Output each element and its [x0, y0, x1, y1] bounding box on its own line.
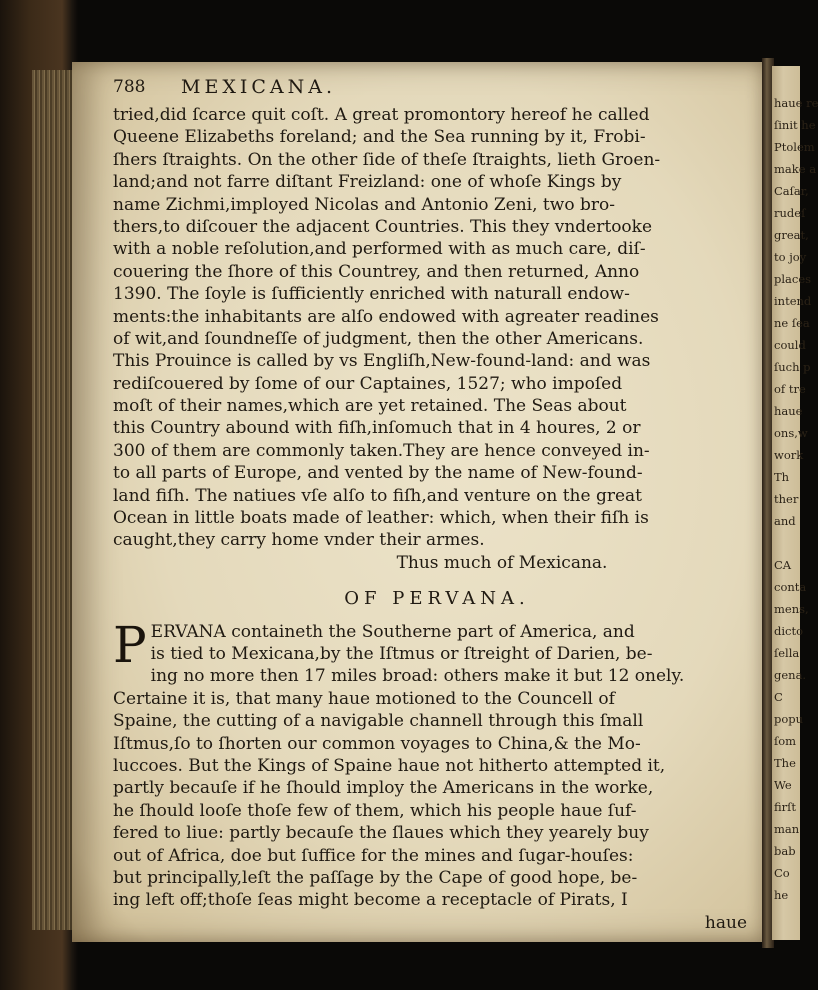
facing-page-fragment: ſom	[774, 734, 797, 748]
facing-page-fragment: C	[774, 690, 783, 704]
text-line: thers,to diſcouer the adjacent Countries. This they vndertooke	[113, 216, 653, 237]
facing-page-strip	[772, 66, 818, 940]
facing-page-fragment: haue re	[774, 96, 818, 110]
text-line: to all parts of Europe, and vented by the name of New-found-	[113, 463, 643, 484]
facing-page-fragment: conta	[774, 580, 807, 594]
page-text	[113, 76, 761, 934]
facing-page-fragment: intend	[774, 294, 812, 308]
page-header	[113, 76, 761, 100]
text-line: Iſtmus,ſo to ſhorten our common voyages to China,& the Mo-	[113, 733, 641, 754]
facing-page-fragment: Ptolem	[774, 140, 815, 154]
facing-page-fragment: ne ſea	[774, 316, 810, 330]
text-line: but principally,leſt the paſſage by the Cape of good hope, be-	[113, 867, 638, 888]
text-line: moſt of their names,which are yet retained. The Seas about	[113, 396, 627, 417]
text-line: 1390. The ſoyle is ſufficiently enriched with naturall endow-	[113, 284, 630, 305]
text-line: Ocean in little boats made of leather: which, when their fiſh is	[113, 508, 649, 529]
facing-page-fragment: firſt	[774, 800, 797, 814]
facing-page-fragment: ſuch p	[774, 360, 811, 374]
text-line: ments:the inhabitants are alſo endowed with agreater readines	[113, 306, 659, 327]
text-line: fered to liue: partly becauſe the ſlaues which they yearely buy	[113, 823, 649, 844]
facing-page-fragment: he	[774, 888, 789, 902]
text-line: This Prouince is called by vs Engliſh,New-found-land: and was	[113, 351, 651, 372]
text-line: 300 of them are commonly taken.They are hence conveyed in-	[113, 440, 650, 461]
section-mexicana-body	[113, 104, 761, 552]
text-line: tried,did ſcarce quit coſt. A great promontory hereof he called	[113, 105, 650, 125]
section-pervana-lines	[113, 643, 761, 912]
text-line: land;and not farre diſtant Freizland: one of whoſe Kings by	[113, 172, 622, 193]
text-line: ſhers ſtraights. On the other ſide of theſe ſtraights, lieth Groen-	[113, 149, 661, 170]
facing-page-fragment: ther	[774, 492, 799, 506]
text-line: with a noble reſolution,and performed with as much care, diſ-	[113, 239, 646, 260]
text-line: land fiſh. The natiues vſe alſo to fiſh,and venture on the great	[113, 485, 642, 506]
text-line: this Country abound with fiſh,inſomuch that in 4 houres, 2 or	[113, 418, 641, 439]
text-line: name Zichmi,imployed Nicolas and Antonio Zeni, two bro-	[113, 194, 615, 215]
closing-line: Thus much of Mexicana.	[396, 552, 608, 573]
facing-page-fragment: could	[774, 338, 806, 352]
text-line: Queene Elizabeths foreland; and the Sea running by it, Frobi-	[113, 127, 646, 148]
text-line: out of Africa, doe but ſuffice for the mines and ſugar-houſes:	[113, 845, 634, 866]
section-pervana-body	[113, 615, 761, 912]
text-line: of wit,and ſoundneſſe of judgment, then the other Americans.	[113, 328, 644, 349]
facing-page-fragment: make a	[774, 162, 817, 176]
facing-page-fragment: Caſar,	[774, 184, 809, 198]
text-line: caught,they carry home vnder their armes.	[113, 530, 485, 551]
text-line: he ſhould looſe thoſe few of them, which his people haue ſuf-	[113, 800, 637, 821]
facing-page-fragment: Co	[774, 866, 790, 880]
page-number: 788	[113, 77, 146, 97]
text-line: partly becauſe if he ſhould imploy the Americans in the worke,	[113, 778, 654, 799]
text-line: is tied to Mexicana,by the Iſtmus or ſtreight of Darien, be-	[150, 644, 653, 664]
facing-page-fragment: Th	[774, 470, 790, 484]
text-line: couering the ſhore of this Countrey, and then returned, Anno	[113, 261, 640, 282]
facing-page-fragment: dicto	[774, 624, 804, 638]
text-line: ing no more then 17 miles broad: others make it but 12 onely.	[150, 666, 685, 687]
catchword: haue	[704, 912, 747, 933]
facing-page-fragment: gena.	[774, 668, 807, 682]
text-line: Spaine, the cutting of a navigable channell through this ſmall	[113, 711, 644, 732]
facing-page-fragment: work	[774, 448, 804, 462]
facing-page-fragment: popu	[774, 712, 804, 726]
facing-page-fragment: and	[774, 514, 796, 528]
facing-page-text	[772, 66, 818, 904]
text-line: ing left off;thoſe ſeas might become a receptacle of Pirats, I	[113, 890, 628, 911]
drop-cap: P	[113, 615, 147, 674]
text-line: rediſcouered by ſome of our Captaines, 1527; who impoſed	[113, 373, 623, 394]
facing-page-fragment	[774, 530, 800, 552]
facing-page-fragment: to joy	[774, 250, 807, 264]
facing-page-fragment: ſinit he	[774, 118, 816, 132]
facing-page-fragment: great,	[774, 228, 809, 242]
facing-page-fragment: bab	[774, 844, 796, 858]
facing-page-fragment: of tre	[774, 382, 806, 396]
facing-page-fragment: man	[774, 822, 800, 836]
page-edges	[32, 70, 74, 930]
text-line: luccoes. But the Kings of Spaine haue not hitherto attempted it,	[113, 755, 666, 776]
facing-page-fragment: ons,w	[774, 426, 808, 440]
text-line: Certaine it is, that many haue motioned to the Councell of	[113, 688, 615, 709]
facing-page-fragment: rudeſ	[774, 206, 806, 220]
facing-page-fragment: The	[774, 756, 796, 770]
facing-page-fragment: mens,	[774, 602, 809, 616]
facing-page-fragment: CA	[774, 558, 792, 572]
facing-page-fragment: ſella	[774, 646, 800, 660]
running-head: MEXICANA.	[181, 76, 337, 98]
facing-page-fragment: places	[774, 272, 812, 286]
facing-page-fragment: haue	[774, 404, 803, 418]
text-line: ERVANA containeth the Southerne part of America, and	[150, 621, 635, 642]
facing-page-fragment: We	[774, 778, 792, 792]
section-heading: OF PERVANA.	[344, 588, 530, 610]
